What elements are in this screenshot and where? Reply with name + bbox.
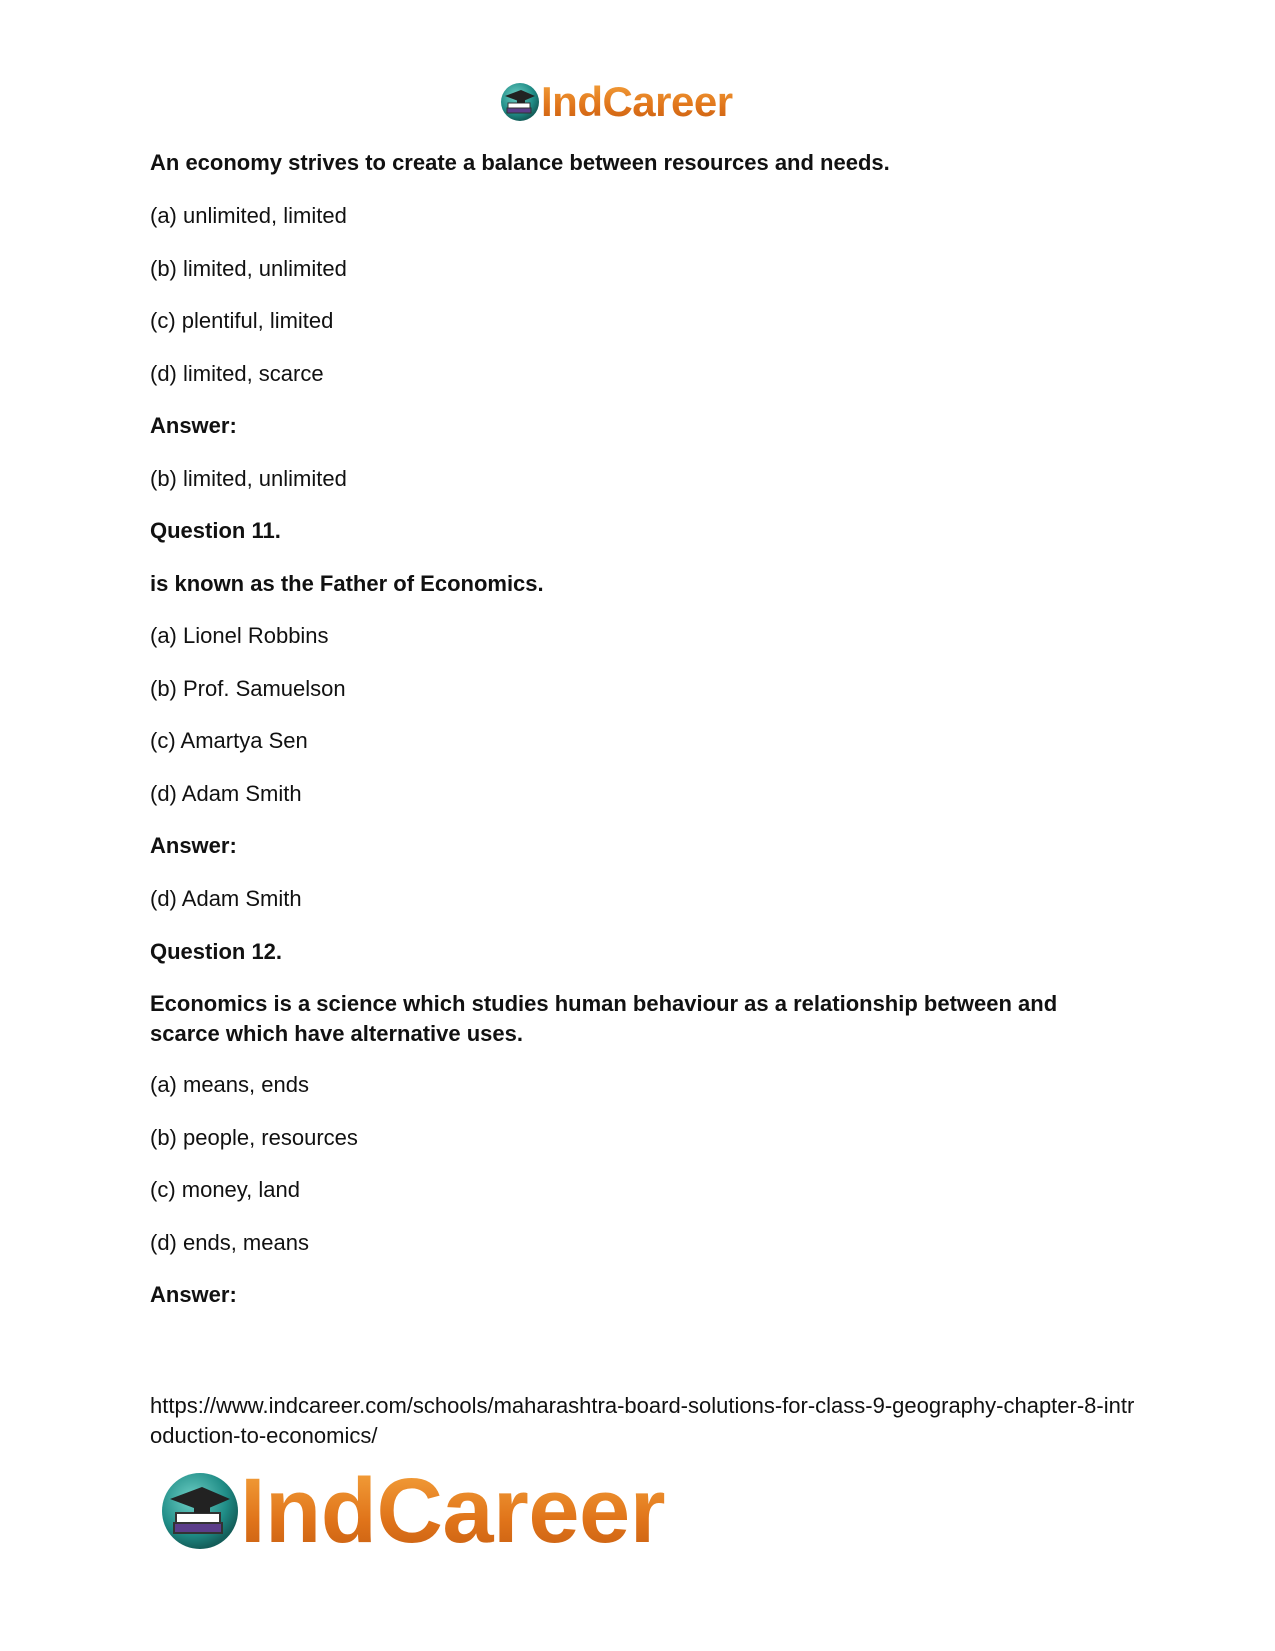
question-heading: Question 11. xyxy=(150,518,281,543)
option-b: (b) limited, unlimited xyxy=(150,256,347,281)
option-c: (c) money, land xyxy=(150,1177,300,1202)
graduation-book-logo-icon xyxy=(499,81,541,123)
option-a: (a) means, ends xyxy=(150,1072,309,1097)
answer-label: Answer: xyxy=(150,833,237,858)
answer-label: Answer: xyxy=(150,413,237,438)
logo-wordmark: IndCareer xyxy=(240,1460,665,1562)
option-a: (a) unlimited, limited xyxy=(150,203,347,228)
question-prompt: is known as the Father of Economics. xyxy=(150,571,544,596)
option-d: (d) ends, means xyxy=(150,1230,309,1255)
option-d: (d) Adam Smith xyxy=(150,781,302,806)
answer-text: (d) Adam Smith xyxy=(150,886,302,911)
answer-text: (b) limited, unlimited xyxy=(150,466,347,491)
question-prompt: Economics is a science which studies human behaviour as a relationship between and scarce which have alternative uses. xyxy=(150,991,1058,1046)
answer-label: Answer: xyxy=(150,1282,237,1307)
logo-wordmark: IndCareer xyxy=(541,78,733,125)
option-a: (a) Lionel Robbins xyxy=(150,623,329,648)
source-url-link[interactable]: https://www.indcareer.com/schools/maharashtra-board-solutions-for-class-9-geography-chapter-8-introduction-to-economics/ xyxy=(150,1393,1135,1448)
option-b: (b) people, resources xyxy=(150,1125,358,1150)
graduation-book-logo-icon xyxy=(158,1469,242,1553)
top-logo xyxy=(499,80,733,124)
option-b: (b) Prof. Samuelson xyxy=(150,676,346,701)
bottom-logo xyxy=(158,1460,665,1562)
question-heading: Question 12. xyxy=(150,939,283,964)
option-c: (c) Amartya Sen xyxy=(150,728,308,753)
option-c: (c) plentiful, limited xyxy=(150,308,334,333)
option-d: (d) limited, scarce xyxy=(150,361,324,386)
question-prompt: An economy strives to create a balance between resources and needs. xyxy=(150,150,890,175)
